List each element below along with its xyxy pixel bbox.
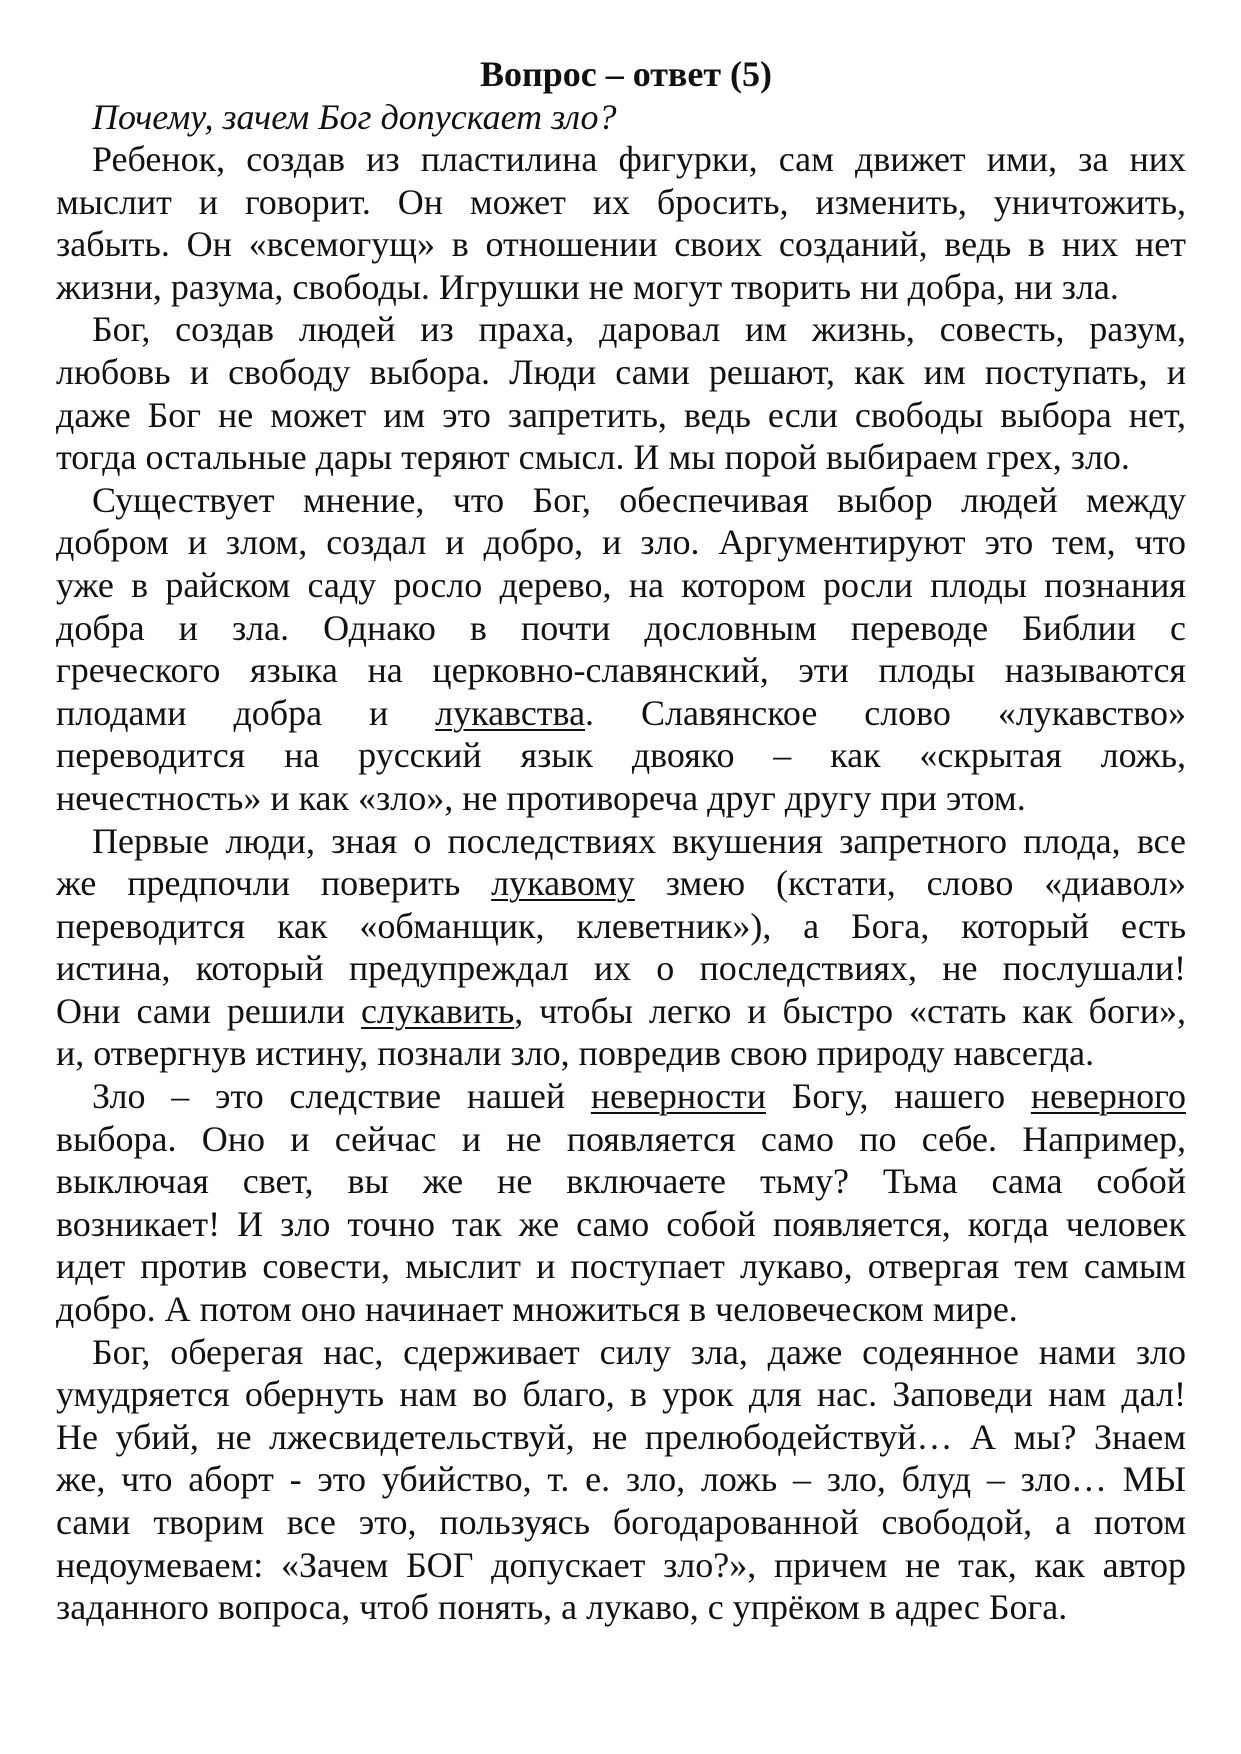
text-segment: жизни, разума, свободы. Игрушки не могут творить ни добра, ни зла. (56, 266, 1119, 307)
text-line (56, 351, 1186, 394)
text-segment: Они сами решили (56, 990, 361, 1031)
text-line (56, 777, 1186, 820)
text-line (56, 990, 1186, 1033)
paragraph (56, 820, 1186, 1076)
text-line (56, 947, 1186, 990)
text-segment: , чтобы легко и быстро «стать как боги», (514, 990, 1186, 1031)
text-segment: идет против совести, мыслит и поступает лукаво, отвергая тем самым (56, 1246, 1186, 1287)
text-segment: переводится на русский язык двояко – как «скрытая ложь, (56, 735, 1186, 776)
text-segment: заданного вопроса, чтоб понять, а лукаво, с упрёком в адрес Бога. (56, 1587, 1068, 1628)
text-line (56, 905, 1186, 948)
text-segment: Первые люди, зная о последствиях вкушения запретного плода, все (92, 820, 1186, 861)
text-segment: Не убий, не лжесвидетельствуй, не прелюбодействуй… А мы? Знаем (56, 1416, 1186, 1457)
text-segment: выключая свет, вы же не включаете тьму? Тьма сама собой (56, 1161, 1186, 1202)
text-line (56, 308, 1186, 351)
underlined-word: слукавить (360, 990, 515, 1031)
text-segment: змею (кстати, слово «диавол» (634, 863, 1186, 904)
paragraph (56, 1075, 1186, 1331)
text-line (56, 1160, 1186, 1203)
text-line (56, 1075, 1186, 1118)
text-segment: и, отвергнув истину, познали зло, повредив свою природу навсегда. (56, 1033, 1095, 1074)
text-segment: добром и злом, создал и добро, и зло. Аргументируют это тем, что (56, 522, 1186, 563)
underlined-word: неверного (1030, 1076, 1186, 1117)
text-segment: Бог, создав людей из праха, даровал им жизнь, совесть, разум, (92, 309, 1186, 350)
document-page (56, 52, 1186, 1629)
paragraph (56, 308, 1186, 478)
text-segment: переводится как «обманщик, клеветник»), а Бога, который есть (56, 905, 1186, 946)
text-segment: же, что аборт - это убийство, т. е. зло, ложь – зло, блуд – зло… МЫ (56, 1459, 1186, 1500)
text-segment: добра и зла. Однако в почти дословным переводе Библии с (56, 607, 1186, 648)
text-line (56, 649, 1186, 692)
text-segment: уже в райском саду росло дерево, на котором росли плоды познания (56, 564, 1186, 605)
text-segment: добро. А потом оно начинает множиться в человеческом мире. (56, 1289, 1018, 1330)
text-line (56, 436, 1186, 479)
text-segment: нечестность» и как «зло», не противореча друг другу при этом. (56, 777, 1026, 818)
text-line (56, 1245, 1186, 1288)
text-line (56, 1544, 1186, 1587)
text-segment: сами творим все это, пользуясь богодарованной свободой, а потом (56, 1502, 1186, 1542)
text-line (56, 394, 1186, 437)
text-segment: забыть. Он «всемогущ» в отношении своих созданий, ведь в них нет (56, 224, 1186, 265)
text-segment: греческого языка на церковно-славянский, эти плоды называются (56, 650, 1186, 691)
text-line (56, 862, 1186, 905)
text-line (56, 266, 1186, 309)
document-title: Вопрос – ответ (5) (479, 54, 773, 94)
text-segment: Богу, нашего (765, 1076, 1031, 1117)
text-segment: истина, который предупреждал их о последствиях, не послушали! (56, 948, 1186, 989)
text-segment: даже Бог не может им это запретить, ведь если свободы выбора нет, (56, 394, 1186, 435)
text-line (56, 1458, 1186, 1501)
question-text: Почему, зачем Бог допускает зло? (92, 97, 617, 137)
text-segment: умудряется обернуть нам во благо, в урок для нас. Заповеди нам дал! (56, 1374, 1186, 1415)
text-line (56, 1118, 1186, 1161)
text-line (56, 1416, 1186, 1459)
text-segment: . Славянское слово «лукавство» (585, 692, 1186, 733)
text-line (56, 181, 1186, 224)
text-line (56, 734, 1186, 777)
underlined-word: лукавому (491, 863, 635, 904)
text-segment: Бог, оберегая нас, сдерживает силу зла, даже содеянное нами зло (92, 1331, 1186, 1372)
text-line (56, 692, 1186, 735)
text-line (56, 1331, 1186, 1374)
paragraph (56, 479, 1186, 820)
text-segment: же предпочли поверить (56, 863, 492, 904)
text-line (56, 1288, 1186, 1331)
text-line (56, 1586, 1186, 1629)
text-line (56, 564, 1186, 607)
underlined-word: неверности (590, 1076, 766, 1117)
text-segment: Ребенок, создав из пластилина фигурки, сам движет ими, за них (92, 139, 1186, 179)
text-line (56, 479, 1186, 522)
text-line (56, 607, 1186, 650)
text-segment: недоумеваем: «Зачем БОГ допускает зло?», причем не так, как автор (56, 1544, 1186, 1585)
text-line (56, 223, 1186, 266)
text-segment: плодами добра и (56, 692, 436, 733)
text-segment: выбора. Оно и сейчас и не появляется само по себе. Например, (56, 1118, 1186, 1159)
text-line (56, 1373, 1186, 1416)
text-segment: любовь и свободу выбора. Люди сами решают, как им поступать, и (56, 351, 1186, 392)
text-line (56, 138, 1186, 181)
document-body (56, 138, 1186, 1629)
text-line (56, 1203, 1186, 1246)
text-segment: тогда остальные дары теряют смысл. И мы порой выбираем грех, зло. (56, 437, 1130, 478)
text-line (56, 1501, 1186, 1544)
text-line (56, 521, 1186, 564)
paragraph (56, 138, 1186, 308)
paragraph (56, 1331, 1186, 1629)
text-segment: Существует мнение, что Бог, обеспечивая выбор людей между (92, 479, 1186, 520)
text-segment: возникает! И зло точно так же само собой появляется, когда человек (56, 1203, 1186, 1244)
text-segment: мыслит и говорит. Он может их бросить, изменить, уничтожить, (56, 181, 1186, 222)
text-line (56, 820, 1186, 863)
underlined-word: лукавства (435, 692, 586, 733)
text-segment: Зло – это следствие нашей (92, 1076, 591, 1117)
text-line (56, 1032, 1186, 1075)
